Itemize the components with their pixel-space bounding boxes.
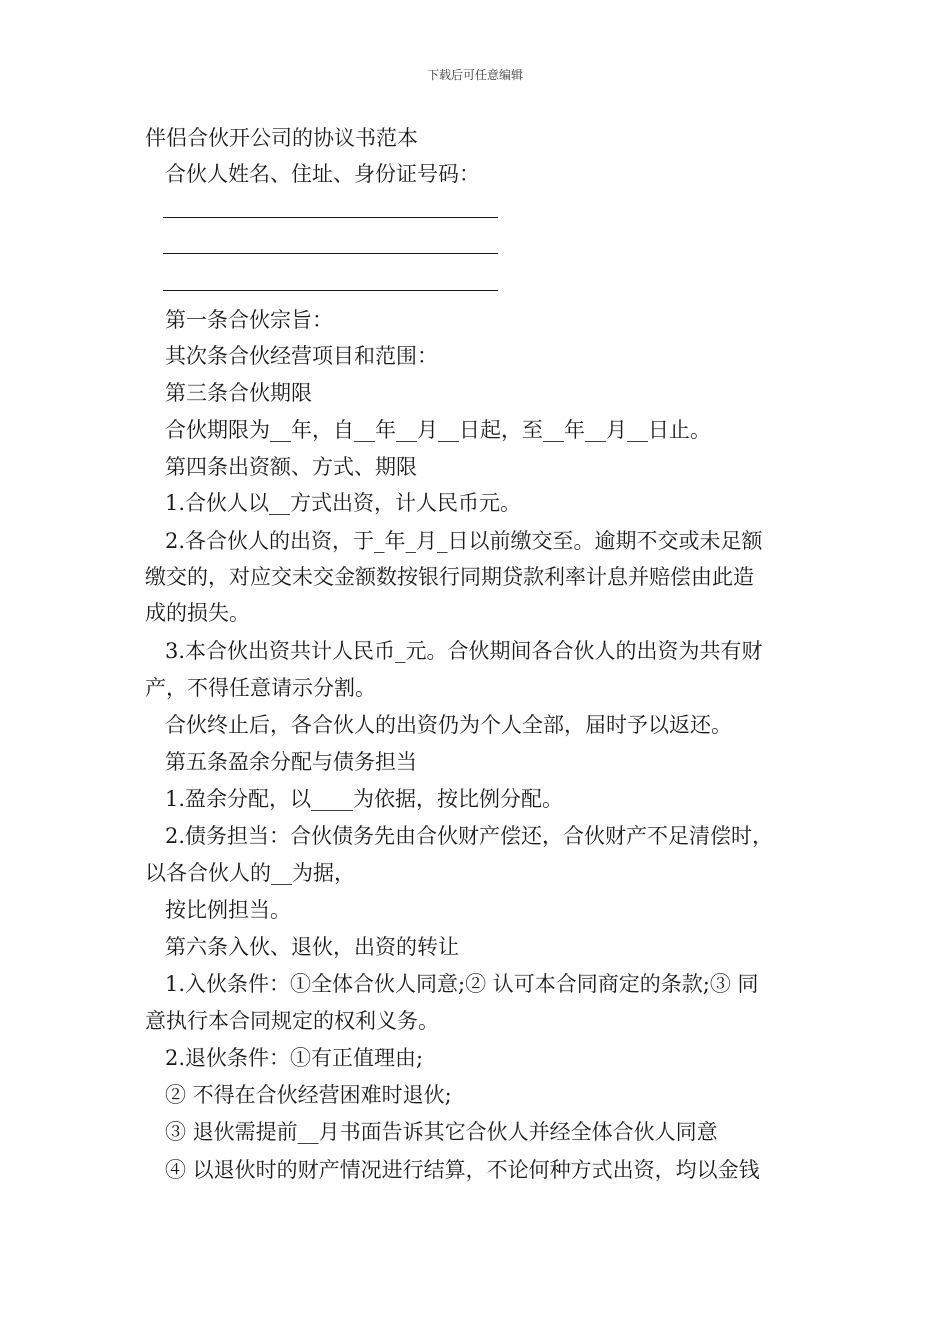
partner-info-label: 合伙人姓名、住址、身份证号码： — [165, 162, 480, 186]
article-6-item-2-sub-2: ② 不得在合伙经营困难时退伙; — [165, 1083, 452, 1107]
article-4-item-3-line-1: 3.本合伙出资共计人民币_元。合伙期间各合伙人的出资为共有财 — [165, 639, 763, 663]
article-3-text: 合伙期限为__年，自__年__月__日起，至__年__月__日止。 — [165, 418, 711, 442]
article-5-item-1: 1.盈余分配，以____为依据，按比例分配。 — [165, 787, 564, 811]
article-6-item-1-line-1: 1.入伙条件：①全体合伙人同意;② 认可本合同商定的条款;③ 同 — [165, 972, 759, 996]
page-header-note: 下载后可任意编辑 — [426, 68, 523, 82]
article-5-item-2-line-3: 按比例担当。 — [165, 898, 291, 922]
article-1-heading: 第一条合伙宗旨： — [165, 308, 333, 332]
article-4-heading: 第四条出资额、方式、期限 — [165, 455, 417, 479]
article-5-heading: 第五条盈余分配与债务担当 — [165, 750, 417, 774]
article-4-end: 合伙终止后，各合伙人的出资仍为个人全部，届时予以返还。 — [165, 713, 732, 737]
article-6-item-2-sub-3: ③ 退伙需提前__月书面告诉其它合伙人并经全体合伙人同意 — [165, 1120, 718, 1144]
article-3-heading: 第三条合伙期限 — [165, 381, 312, 405]
article-6-item-1-line-2: 意执行本合同规定的权利义务。 — [145, 1009, 439, 1033]
article-6-heading: 第六条入伙、退伙，出资的转让 — [165, 935, 459, 959]
article-5-item-2-line-1: 2.债务担当：合伙债务先由合伙财产偿还，合伙财产不足清偿时， — [165, 824, 774, 848]
article-4-item-2-line-3: 成的损失。 — [145, 601, 250, 625]
document-title: 伴侣合伙开公司的协议书范本 — [145, 126, 418, 150]
article-4-item-1: 1.合伙人以__方式出资，计人民币元。 — [165, 491, 522, 515]
article-6-item-2: 2.退伙条件：①有正值理由; — [165, 1046, 424, 1070]
article-4-item-2-line-1: 2.各合伙人的出资，于_年_月_日以前缴交至。逾期不交或未足额 — [165, 529, 763, 553]
article-5-item-2-line-2: 以各合伙人的__为据， — [145, 861, 355, 885]
blank-line-1 — [163, 217, 498, 218]
article-4-item-3-line-2: 产，不得任意请示分割。 — [145, 676, 376, 700]
blank-line-3 — [163, 290, 498, 291]
article-6-item-2-sub-4: ④ 以退伙时的财产情况进行结算，不论何种方式出资，均以金钱 — [165, 1158, 760, 1182]
article-2-heading: 其次条合伙经营项目和范围： — [165, 344, 438, 368]
blank-line-2 — [163, 253, 498, 254]
article-4-item-2-line-2: 缴交的，对应交未交金额数按银行同期贷款利率计息并赔偿由此造 — [145, 565, 754, 589]
